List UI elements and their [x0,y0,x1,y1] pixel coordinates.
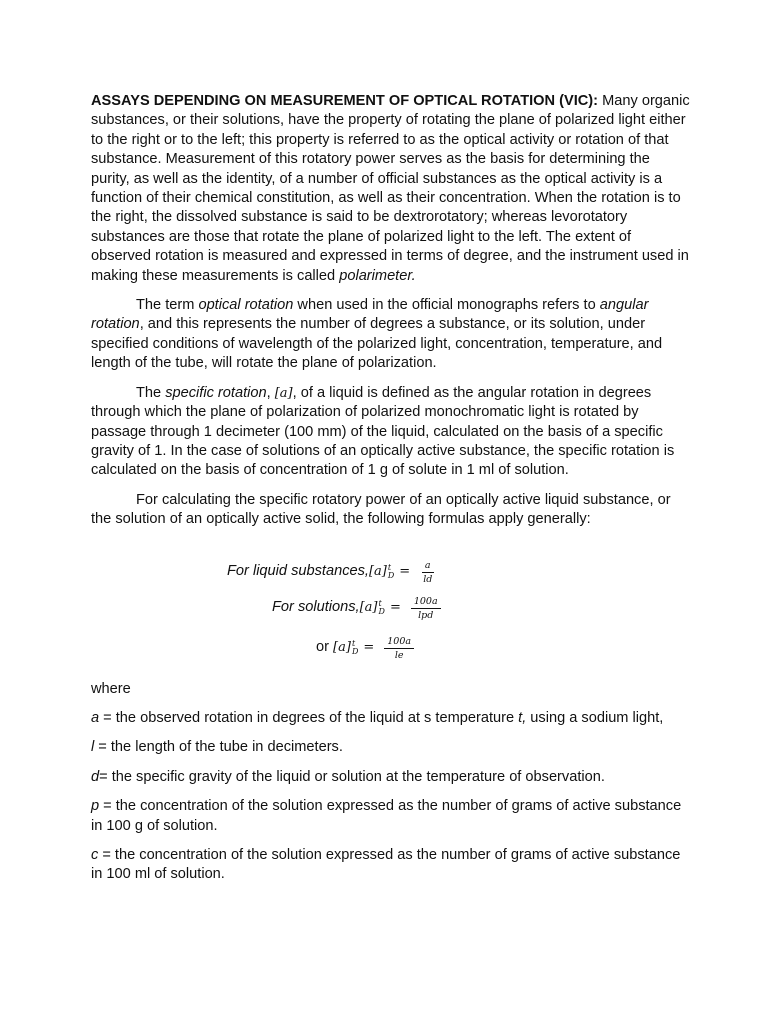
where-label: where [91,680,131,697]
p3-text-3: , of a liquid is defined as the angular rotation in degrees through which the plane of polarization of polarized monochromatic light is rotated by passage through 1 decimeter (100 mm) of the liquid, calculated on the basis of a specific gravity of 1. In the case of solutions of an optically active substance, the specific rotation is calculated on the basis of concentration of 1 g of solute in 1 ml of solution. [91,384,675,479]
formula-liquid-fraction [420,560,435,585]
formula-solution-denominator: lpd [418,609,434,621]
formula-solution-equals: = [389,600,401,616]
definition-l-text: = the length of the tube in decimeters. [94,739,343,756]
p3-text-2: , [266,384,275,401]
formula-alt-sup: t [351,639,356,649]
p2-term-angular-rotation: angular rotation [91,297,649,333]
definition-p [91,797,691,836]
formula-solution-label: For solutions, [272,599,360,616]
formula-alt-numerator: 100a [384,636,414,649]
formula-intro-paragraph: For calculating the specific rotatory power of an optically active liquid substance, or the solution of an optically active solid, the following formulas apply generally: [91,491,671,528]
definition-d-text: = the specific gravity of the liquid or solution at the temperature of observation. [99,768,605,785]
section-heading: ASSAYS DEPENDING ON MEASUREMENT OF OPTICAL ROTATION (VIC): [91,93,599,109]
formula-alt-base: [a] [333,640,351,656]
formula-liquid-base: [a] [368,564,387,580]
definition-c-text: = the concentration of the solution expressed as the number of grams of active substance in 100 ml of solution. [91,846,681,883]
formula-solution-sub: D [378,607,385,617]
intro-text: Many organic substances, or their solutions, have the property of rotating the plane of polarized light either to the right or to the left; this property is referred to as the optical activity or rotation of that substance. Measurement of this rotatory power serves as the basis for determining the purity, as well as the identity, of a number of official substances as the optical activity is a function of their chemical constitution, as well as their concentration. When the rotation is to the right, the dissolved substance is said to be dextrorotatory; whereas levorotatory substances are those that rotate the plane of polarized light to the left. The extent of observed rotation is measured and expressed in terms of degree, and the instrument used in making these measurements is called [91,93,690,284]
definition-l-var: l [91,739,95,756]
definition-c [91,846,691,885]
p3-text-1: The [136,384,166,401]
definition-l [91,738,691,757]
p2-term-optical-rotation: optical rotation [198,297,294,314]
intro-term: polarimeter. [339,267,416,284]
formula-solution-fraction [411,596,441,621]
formula-alternative [316,636,414,661]
formula-liquid-denominator: ld [423,573,433,585]
formula-liquid-equals: = [399,564,411,580]
optical-rotation-paragraph [91,296,691,374]
p2-text-3: , and this represents the number of degrees a substance, or its solution, under specified conditions of wavelength of the polarized light, concentration, temperature, and length of the tube, will rotate the plane of polarization. [91,316,663,372]
formula-solution-base: [a] [359,600,378,616]
definition-a-var: a [91,709,100,726]
definition-p-text: = the concentration of the solution expressed as the number of grams of active substance in 100 g of solution. [91,798,682,834]
definition-a-text-1: = the observed rotation in degrees of the liquid at s temperature [99,709,519,726]
p3-symbol: [a] [274,385,293,401]
formula-alt-denominator: le [394,649,404,661]
intro-paragraph [91,92,691,286]
definition-p-var: p [91,798,100,815]
formula-or-label: or [316,639,334,656]
formula-liquid-indices [388,564,394,580]
definition-d [91,768,691,787]
formula-alt-fraction [384,636,414,661]
definition-d-var: d [91,768,100,785]
definition-a [91,709,691,728]
p3-term-specific-rotation: specific rotation [165,384,267,401]
p2-text-1: The term [136,297,199,314]
formula-liquid-sub: D [387,571,395,581]
document-page [91,92,691,895]
definition-a-temperature: t, [518,709,527,726]
formula-alt-sub: D [351,647,359,657]
formula-liquid-label: For liquid substances, [227,563,369,580]
formula-block [91,560,691,680]
formula-solution-sup: t [378,599,382,609]
formula-liquid-numerator: a [422,560,434,573]
formula-solution-numerator: 100a [411,596,441,609]
definition-a-text-2: using a sodium light, [526,709,664,726]
formula-liquid-sup: t [387,563,392,573]
formula-alt-equals: = [363,640,375,656]
formula-liquid [227,560,435,585]
definition-c-var: c [91,846,99,863]
p2-text-2: when used in the official monographs refers to [293,297,600,314]
formula-alt-indices [352,640,358,656]
specific-rotation-paragraph [91,384,691,481]
formula-solution-indices [379,600,385,616]
formula-solution [272,596,441,621]
